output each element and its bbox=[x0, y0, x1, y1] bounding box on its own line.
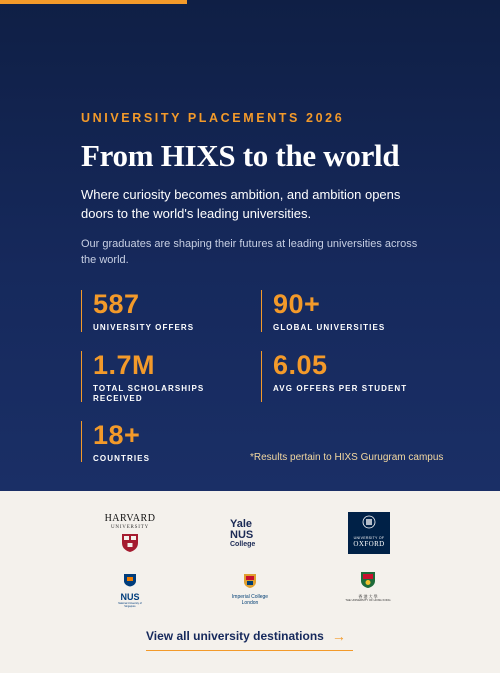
top-accent-bar bbox=[0, 0, 187, 4]
stat-university-offers bbox=[81, 290, 194, 332]
stat-global-universities bbox=[261, 290, 385, 332]
sub-paragraph: Our graduates are shaping their futures at leading universities across the world. bbox=[81, 238, 418, 266]
stat-value: 90+ bbox=[273, 289, 321, 319]
harvard-logo[interactable] bbox=[100, 513, 160, 558]
stat-value: 6.05 bbox=[273, 350, 328, 380]
imperial-logo[interactable] bbox=[225, 573, 275, 606]
imperial-crest-icon bbox=[242, 573, 258, 589]
nus-crest-icon bbox=[123, 573, 137, 587]
stat-value: 587 bbox=[93, 289, 140, 319]
section-eyebrow: UNIVERSITY PLACEMENTS 2026 bbox=[81, 111, 345, 125]
harvard-sub: UNIVERSITY bbox=[111, 525, 149, 530]
stat-total-scholarships bbox=[81, 351, 223, 402]
hku-logo[interactable] bbox=[337, 571, 399, 602]
imperial-sub: London bbox=[241, 600, 259, 606]
hku-crest-icon bbox=[359, 571, 377, 589]
stat-countries bbox=[81, 421, 150, 462]
view-all-destinations-link[interactable] bbox=[146, 629, 353, 651]
stat-avg-offers bbox=[261, 351, 407, 402]
stat-value: 18+ bbox=[93, 420, 141, 450]
yale-nus-line1: Yale bbox=[230, 518, 253, 530]
cta-label: View all university destinations bbox=[146, 629, 324, 643]
page-title: From HIXS to the world bbox=[81, 138, 400, 173]
lead-paragraph: Where curiosity becomes ambition, and ambition opens doors to the world's leading universities. bbox=[81, 187, 401, 221]
yale-nus-logo[interactable] bbox=[230, 519, 270, 549]
nus-sub: National University of Singapore bbox=[118, 602, 142, 608]
oxford-wordmark: OXFORD bbox=[353, 540, 385, 548]
nus-wordmark: NUS bbox=[120, 592, 140, 602]
stat-value: 1.7M bbox=[93, 350, 156, 380]
stat-label: TOTAL SCHOLARSHIPS RECEIVED bbox=[93, 384, 205, 403]
harvard-wordmark: HARVARD bbox=[104, 513, 156, 524]
stat-label: AVG OFFERS PER STUDENT bbox=[273, 384, 408, 393]
oxford-sub: UNIVERSITY OF bbox=[353, 536, 385, 540]
imperial-wordmark: Imperial College bbox=[231, 594, 269, 600]
yale-nus-line2: NUS bbox=[230, 529, 254, 541]
arrow-right-icon: → bbox=[331, 628, 346, 644]
stat-label: COUNTRIES bbox=[93, 454, 151, 463]
stat-label: UNIVERSITY OFFERS bbox=[93, 323, 195, 332]
hku-wordmark: THE UNIVERSITY OF HONG KONG bbox=[345, 599, 391, 602]
hku-chinese-name: 香 港 大 學 bbox=[358, 594, 378, 599]
yale-nus-line3: College bbox=[230, 541, 256, 548]
stat-label: GLOBAL UNIVERSITIES bbox=[273, 323, 386, 332]
oxford-logo[interactable] bbox=[348, 512, 390, 554]
harvard-shield-icon bbox=[121, 533, 139, 553]
nus-logo[interactable] bbox=[113, 573, 147, 608]
results-footnote: *Results pertain to HIXS Gurugram campus bbox=[250, 452, 444, 463]
oxford-crest-icon bbox=[362, 515, 376, 529]
